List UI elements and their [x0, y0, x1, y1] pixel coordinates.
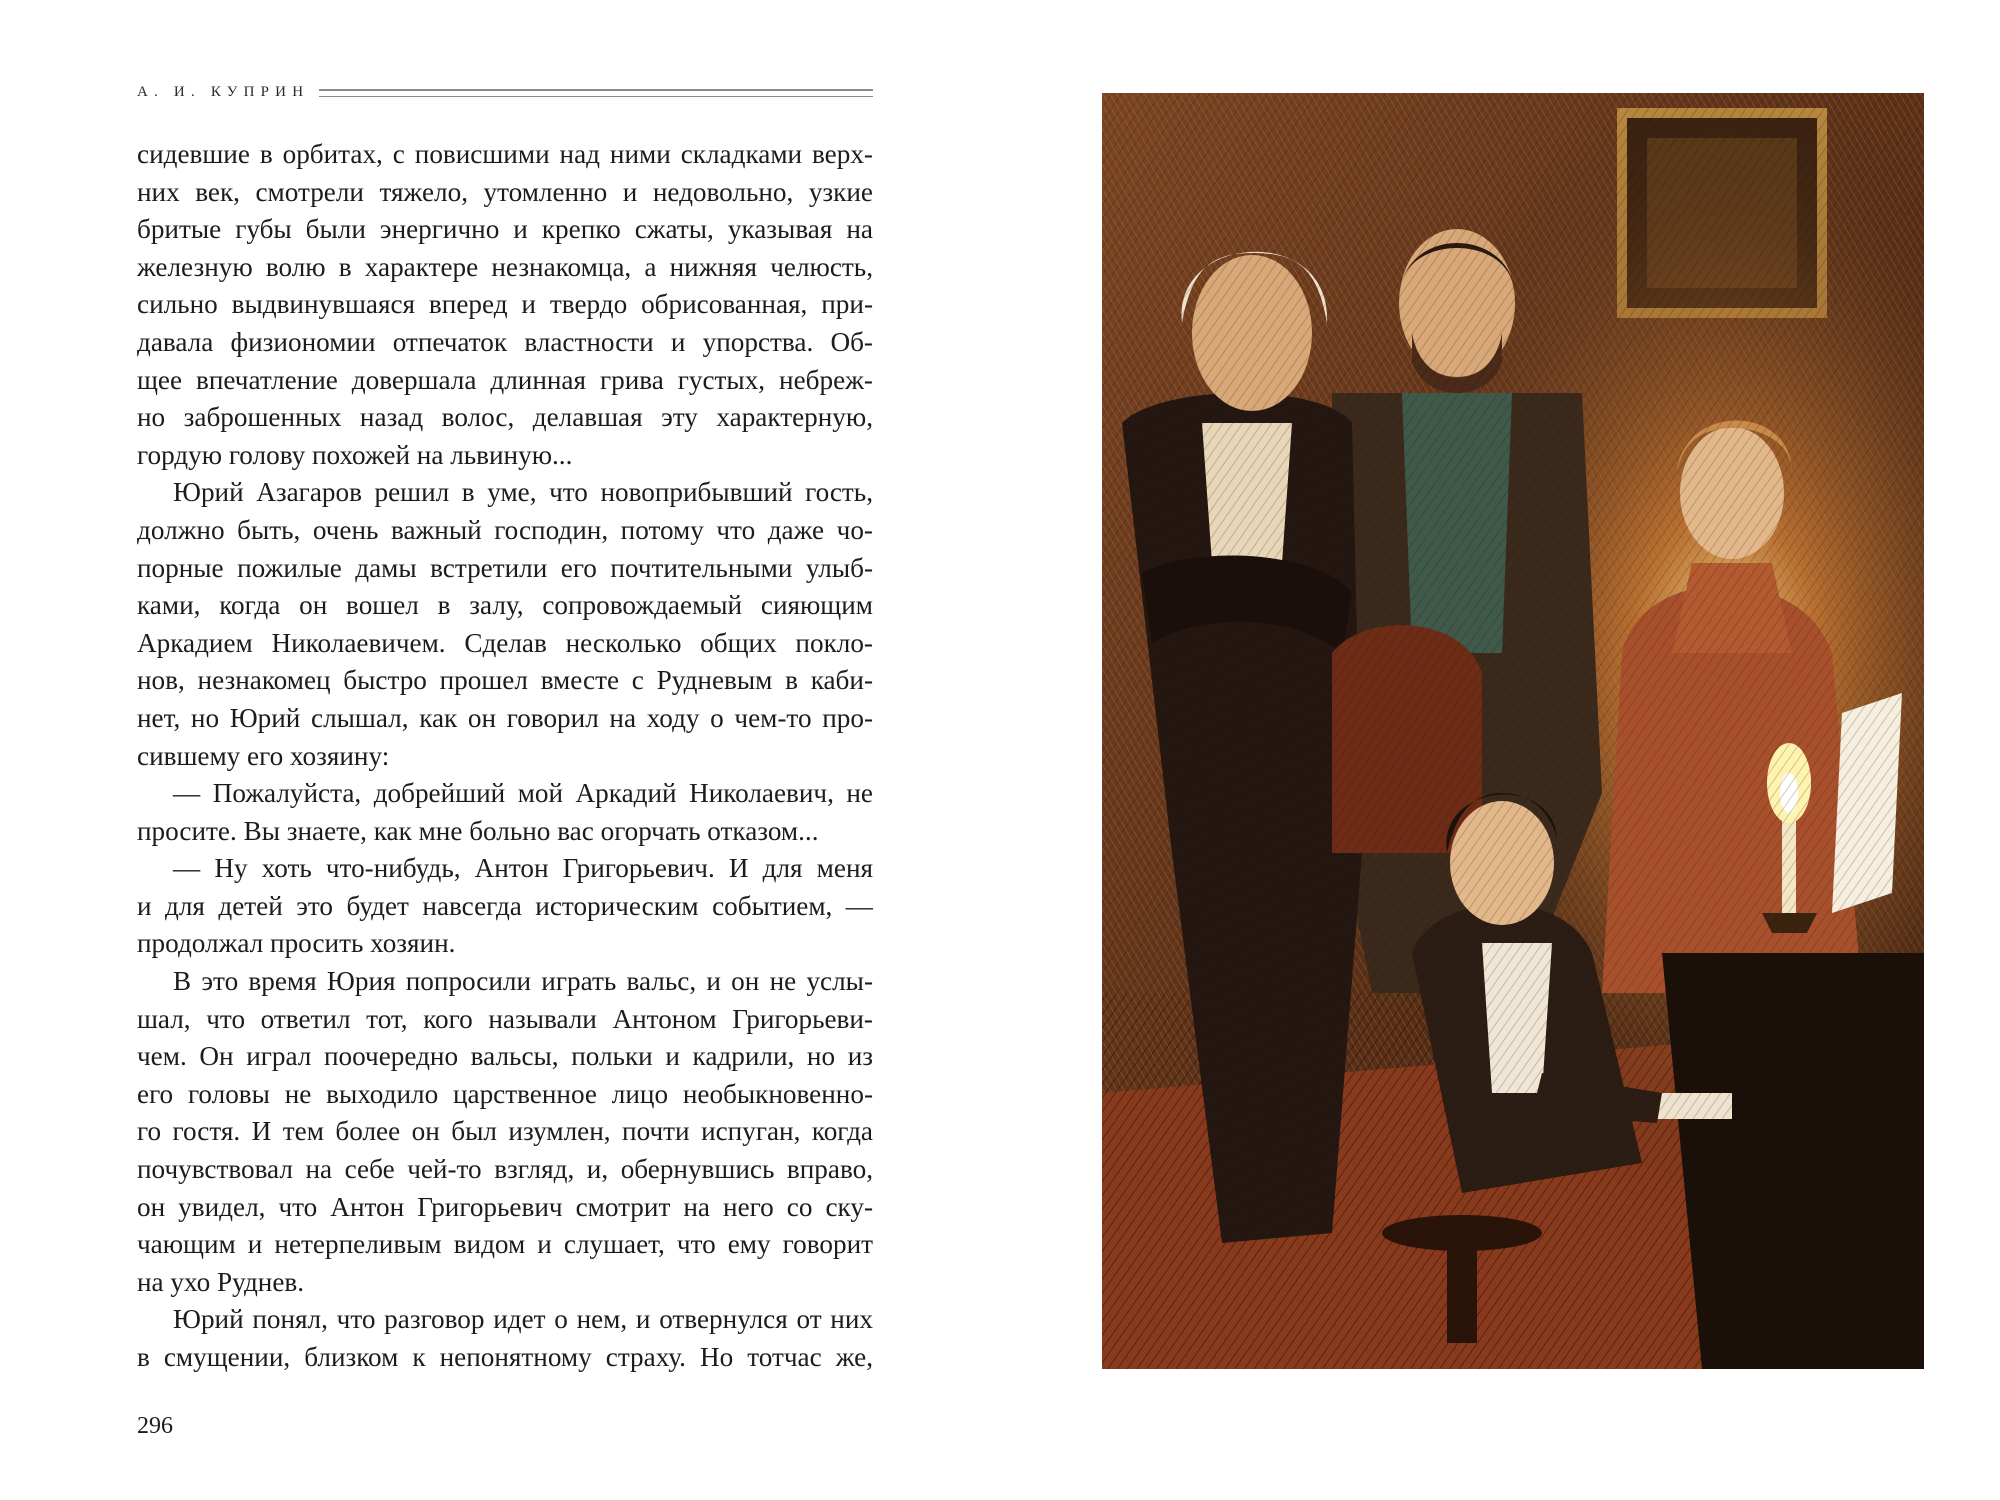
running-head-rule — [319, 89, 873, 97]
text-line: бритые губы были энергично и крепко сжаты, указывая на — [137, 214, 873, 245]
text-line: нов, незнакомец быстро прошел вместе с Рудневым в каби- — [137, 665, 873, 696]
text-line: сившему его хозяину: — [137, 740, 390, 771]
text-line: В это время Юрия попросили играть вальс, и он не услы- — [173, 966, 873, 997]
text-line: его головы не выходило царственное лицо необыкновенно- — [137, 1078, 873, 1109]
text-line: но заброшенных назад волос, делавшая эту характерную, — [137, 402, 873, 433]
text-line: на ухо Руднев. — [137, 1266, 305, 1297]
text-line: нет, но Юрий слышал, как он говорил на ходу о чем-то про- — [137, 702, 873, 733]
text-line: чем. Он играл поочередно вальсы, польки и кадрили, но из — [137, 1041, 873, 1072]
text-line: Юрий понял, что разговор идет о нем, и отвернулся от них — [173, 1304, 873, 1335]
text-line: он увидел, что Антон Григорьевич смотрит на него со ску- — [137, 1191, 873, 1222]
text-line: — Ну хоть что-нибудь, Антон Григорьевич. И для меня — [173, 853, 873, 884]
text-line: них век, смотрели тяжело, утомленно и недовольно, узкие — [137, 176, 873, 207]
text-line: почувствовал на себе чей-то взгляд, и, обернувшись вправо, — [137, 1154, 873, 1185]
text-line: щее впечатление довершала длинная грива густых, небреж- — [137, 364, 873, 395]
text-line: чающим и нетерпеливым видом и слушает, что ему говорит — [137, 1229, 873, 1260]
text-line: Аркадием Николаевичем. Сделав несколько общих покло- — [137, 627, 873, 658]
body-text — [137, 136, 873, 1377]
text-line: продолжал просить хозяин. — [137, 928, 456, 959]
running-head — [137, 82, 873, 102]
text-line: порные пожилые дамы встретили его почтительными улыб- — [137, 552, 873, 583]
text-line: шал, что ответил тот, кого называли Антоном Григорьеви- — [137, 1003, 873, 1034]
text-line: гордую голову похожей на львиную... — [137, 439, 573, 470]
illustration — [1102, 93, 1924, 1369]
text-line: в смущении, близком к непонятному страху. Но тотчас же, — [137, 1342, 873, 1372]
text-line: железную волю в характере незнакомца, а нижняя челюсть, — [137, 251, 873, 282]
text-line: — Пожалуйста, добрейший мой Аркадий Николаевич, не — [173, 778, 873, 809]
text-line: сидевшие в орбитах, с повисшими над ними складками верх- — [137, 139, 873, 169]
text-line: сильно выдвинувшаяся вперед и твердо обрисованная, при- — [137, 289, 873, 320]
text-line: просите. Вы знаете, как мне больно вас огорчать отказом... — [137, 815, 819, 846]
text-line: го гостя. И тем более он был изумлен, почти испуган, когда — [137, 1116, 873, 1147]
illustration-drawing — [1102, 93, 1924, 1369]
text-line: должно быть, очень важный господин, потому что даже чо- — [137, 514, 873, 545]
text-line: и для детей это будет навсегда историческим событием, — — [137, 890, 873, 921]
running-head-text: А. И. КУПРИН — [137, 83, 310, 100]
text-line: ками, когда он вошел в залу, сопровождаемый сияющим — [137, 590, 873, 621]
text-line: Юрий Азагаров решил в уме, что новоприбывший гость, — [173, 477, 873, 508]
text-line: давала физиономии отпечаток властности и упорства. Об- — [137, 326, 873, 357]
page-number: 296 — [137, 1413, 173, 1439]
